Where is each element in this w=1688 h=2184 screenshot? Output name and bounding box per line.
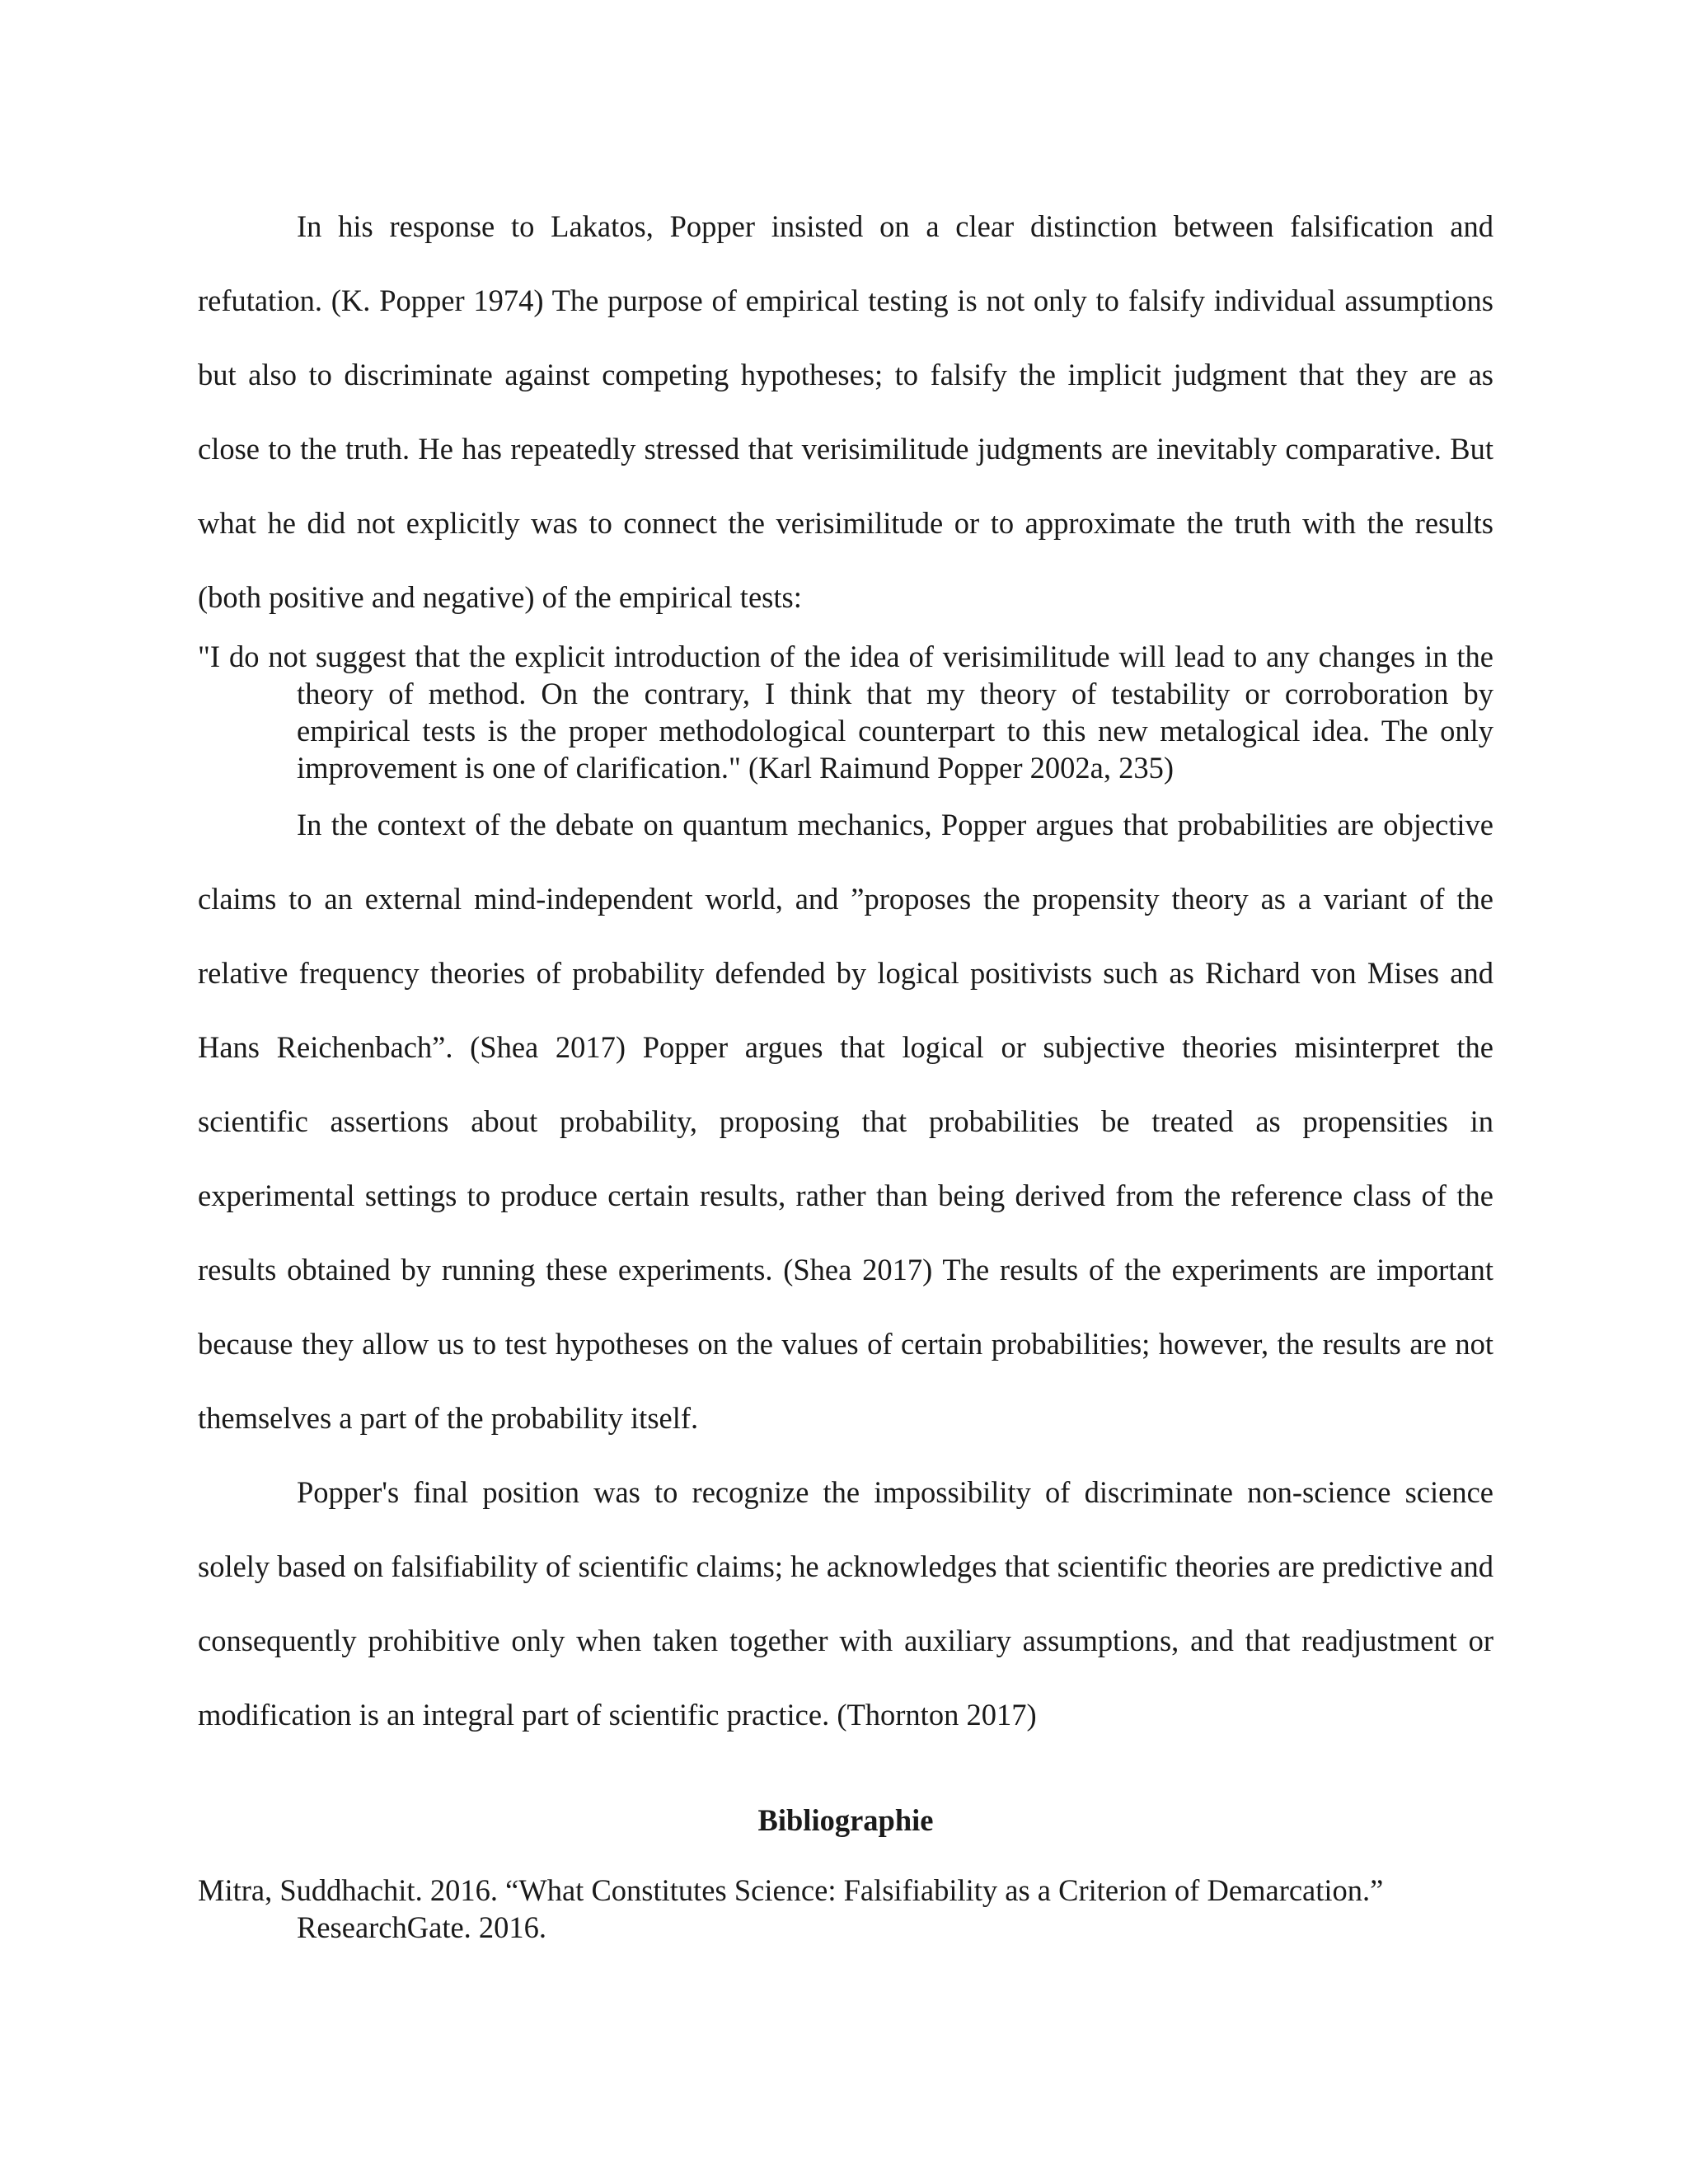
paragraph-quantum-mechanics: In the context of the debate on quantum mechanics, Popper argues that probabilities are objective claims to an external mind-independent world, and ”proposes the propensity theory as a variant of the relative frequency theories of probability defended by logical positivists such as Richard von Mises and Hans Reichenbach”. (Shea 2017) Popper argues that logical or subjective theories misinterpret the scientific assertions about probability, proposing that probabilities be treated as propensities in experimental settings to produce certain results, rather than being derived from the reference class of the results obtained by running these experiments. (Shea 2017) The results of the experiments are important because they allow us to test hypotheses on the values of certain probabilities; however, the results are not themselves a part of the probability itself.	[198, 808, 1493, 1435]
bibliography-heading: Bibliographie	[757, 1803, 934, 1837]
document-page	[198, 190, 1493, 1946]
paragraph-lakatos-response: In his response to Lakatos, Popper insisted on a clear distinction between falsification and refutation. (K. Popper 1974) The purpose of empirical testing is not only to falsify individual assumptions but also to discriminate against competing hypotheses; to falsify the implicit judgment that they are as close to the truth. He has repeatedly stressed that verisimilitude judgments are inevitably comparative. But what he did not explicitly was to connect the verisimilitude or to approximate the truth with the results (both positive and negative) of the empirical tests:	[198, 209, 1493, 614]
paragraph-final-position: Popper's final position was to recognize the impossibility of discriminate non-science science solely based on falsifiability of scientific claims; he acknowledges that scientific theories are predictive and consequently prohibitive only when taken together with auxiliary assumptions, and that readjustment or modification is an integral part of scientific practice. (Thornton 2017)	[198, 1475, 1493, 1732]
block-quote-popper: "I do not suggest that the explicit introduction of the idea of verisimilitude will lead to any changes in the theory of method. On the contrary, I think that my theory of testability or corroboration by empirical tests is the proper methodological counterpart to this new metalogical idea. The only improvement is one of clarification." (Karl Raimund Popper 2002a, 235)	[198, 640, 1493, 785]
bibliography-entry: Mitra, Suddhachit. 2016. “What Constitutes Science: Falsifiability as a Criterion of Demarcation.” ResearchGate. 2016.	[198, 1873, 1384, 1944]
